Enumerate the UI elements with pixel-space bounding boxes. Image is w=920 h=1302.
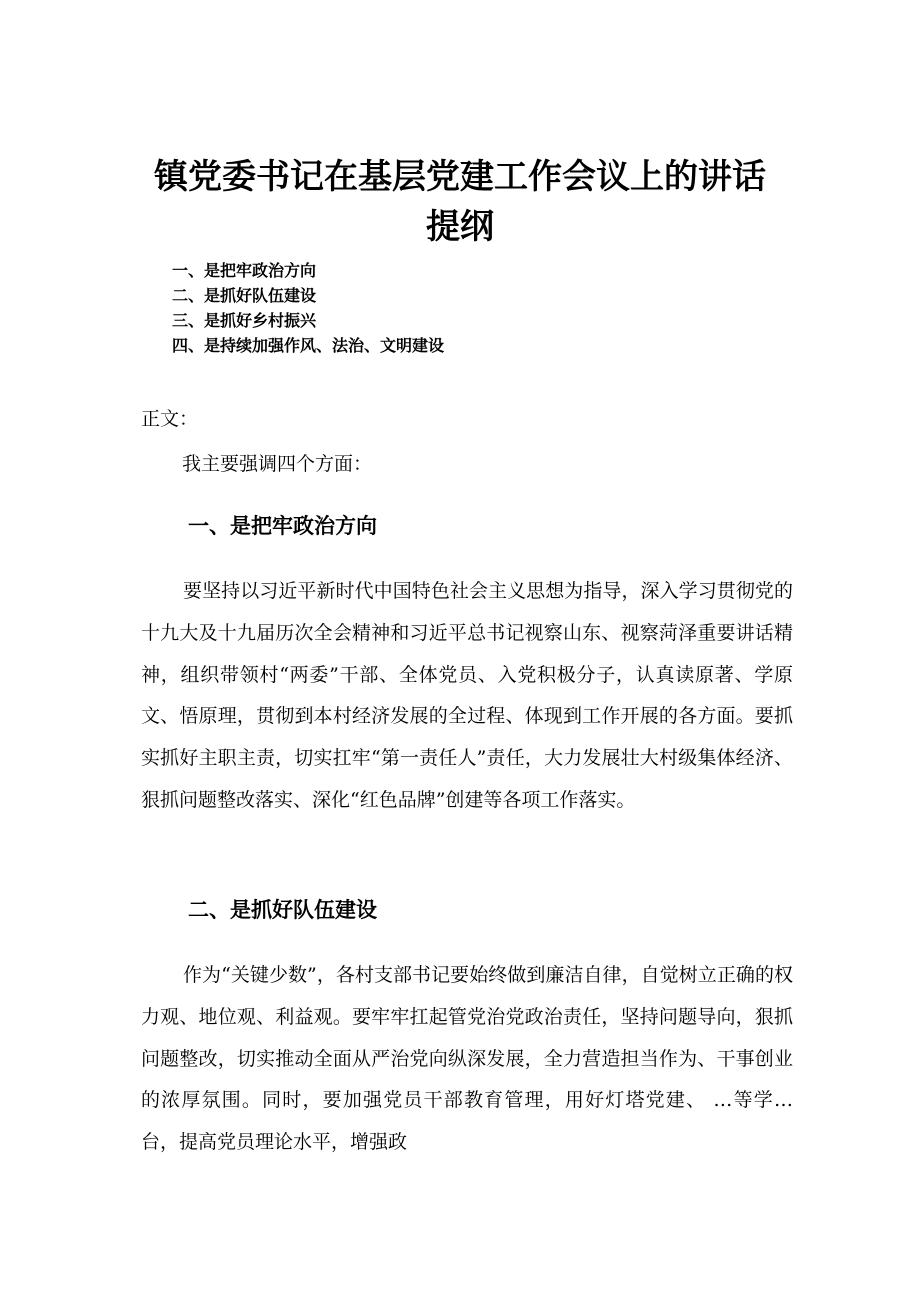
outline-item-4: 四、是持续加强作风、法治、文明建设 — [172, 336, 445, 355]
outline-list — [172, 258, 444, 358]
outline-item-3: 三、是抓好乡村振兴 — [172, 311, 317, 330]
intro-text: 我主要强调四个方面： — [182, 453, 373, 475]
section-heading-1: 一、是把牢政治方向 — [188, 514, 377, 538]
section-paragraph-1: 要坚持以习近平新时代中国特色社会主义思想为指导，深入学习贯彻党的十九大及十九届历次全会精神和习近平总书记视察山东、视察菏泽重要讲话精神，组织带领村“两委”干部、全体党员、入党积极分子，认真读原著、学原文、悟原理，贯彻到本村经济发展的全过程、体现到工作开展的各方面。要抓实抓好主职主责，切实扛牢“第一责任人”责任，大力发展壮大村级集体经济、狠抓问题整改落实、深化“红色品牌”创建等各项工作落实。 — [141, 580, 793, 811]
outline-item-2: 二、是抓好队伍建设 — [172, 286, 317, 305]
document-title-line2: 提纲 — [426, 207, 494, 247]
outline-item-1: 一、是把牢政治方向 — [172, 261, 317, 280]
section-paragraph-2: 作为“关键少数”，各村支部书记要始终做到廉洁自律，自觉树立正确的权力观、地位观、利益观。要牢牢扛起管党治党政治责任，坚持问题导向，狠抓问题整改，切实推动全面从严治党向纵深发展，全力营造担当作为、干事创业的浓厚氛围。同时，要加强党员干部教育管理，用好灯塔党建、 …等学…台，提高党员理论水平，增强政 — [141, 964, 793, 1154]
body-label: 正文： — [141, 408, 199, 430]
document-title-line1: 镇党委书记在基层党建工作会议上的讲话 — [154, 157, 766, 197]
section-heading-2: 二、是抓好队伍建设 — [188, 898, 377, 922]
